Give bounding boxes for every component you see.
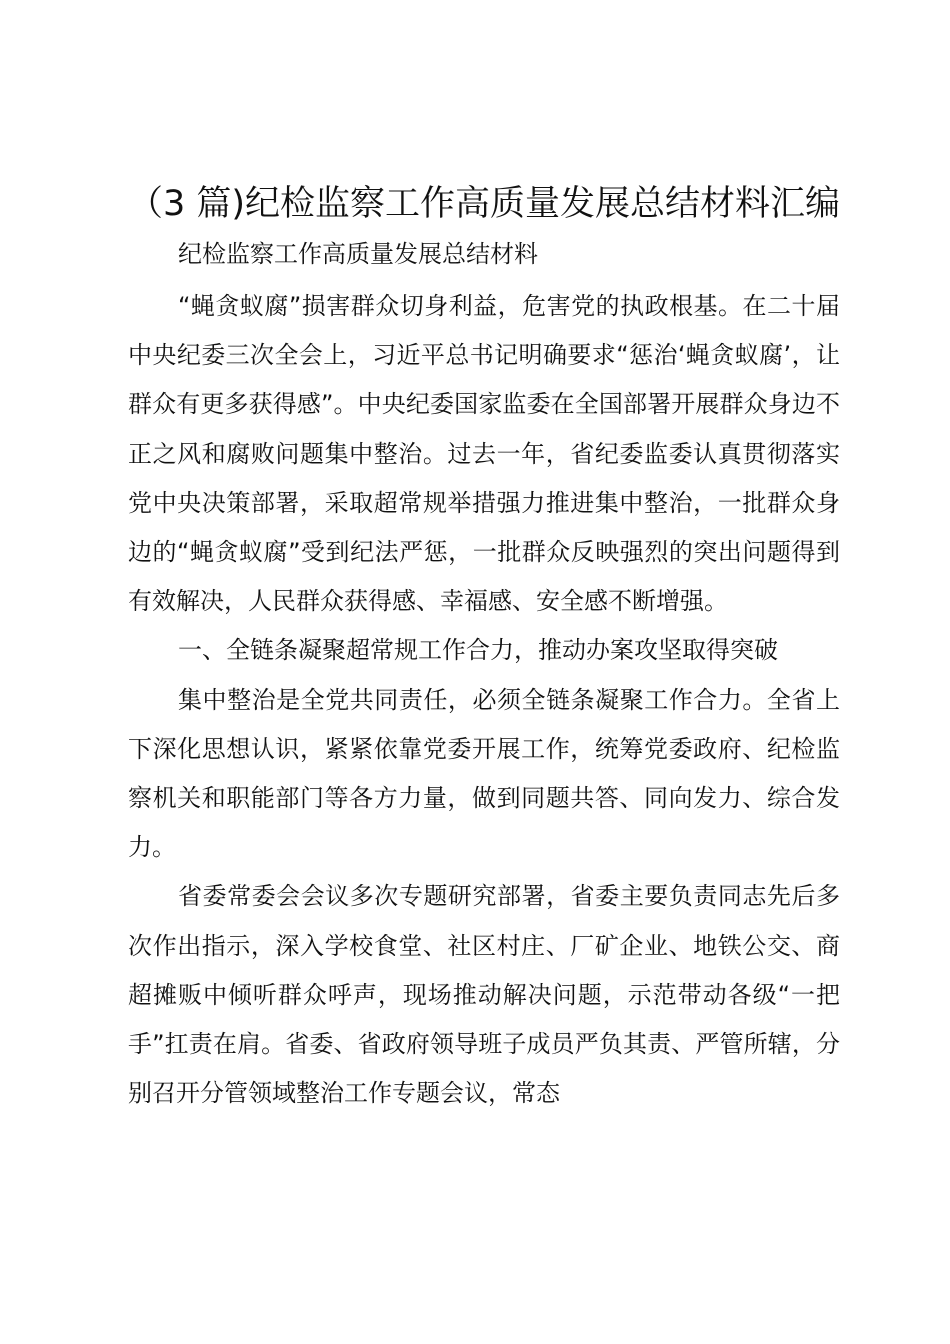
body-paragraph: 省委常委会会议多次专题研究部署，省委主要负责同志先后多次作出指示，深入学校食堂、社区村庄、厂矿企业、地铁公交、商超摊贩中倾听群众呼声，现场推动解决问题，示范带动各级“一把手”扛责在肩。省委、省政府领导班子成员严负其责、严管所辖，分别召开分管领域整治工作专题会议，常态 [128, 882, 840, 1108]
document-body [128, 282, 840, 1118]
document-title: （3 篇)纪检监察工作高质量发展总结材料汇编 [128, 184, 841, 224]
section-heading: 一、全链条凝聚超常规工作合力，推动办案攻坚取得突破 [178, 636, 778, 665]
body-paragraph: 集中整治是全党共同责任，必须全链条凝聚工作合力。全省上下深化思想认识，紧紧依靠党委开展工作，统筹党委政府、纪检监察机关和职能部门等各方力量，做到同题共答、同向发力、综合发力。 [128, 685, 840, 862]
body-paragraph: “蝇贪蚁腐”损害群众切身利益，危害党的执政根基。在二十届中央纪委三次全会上，习近平总书记明确要求“惩治‘蝇贪蚁腐’，让群众有更多获得感”。中央纪委国家监委在全国部署开展群众身边不正之风和腐败问题集中整治。过去一年，省纪委监委认真贯彻落实党中央决策部署，采取超常规举措强力推进集中整治，一批群众身边的“蝇贪蚁腐”受到纪法严惩，一批群众反映强烈的突出问题得到有效解决，人民群众获得感、幸福感、安全感不断增强。 [128, 292, 840, 616]
document-subtitle: 纪检监察工作高质量发展总结材料 [178, 240, 538, 268]
